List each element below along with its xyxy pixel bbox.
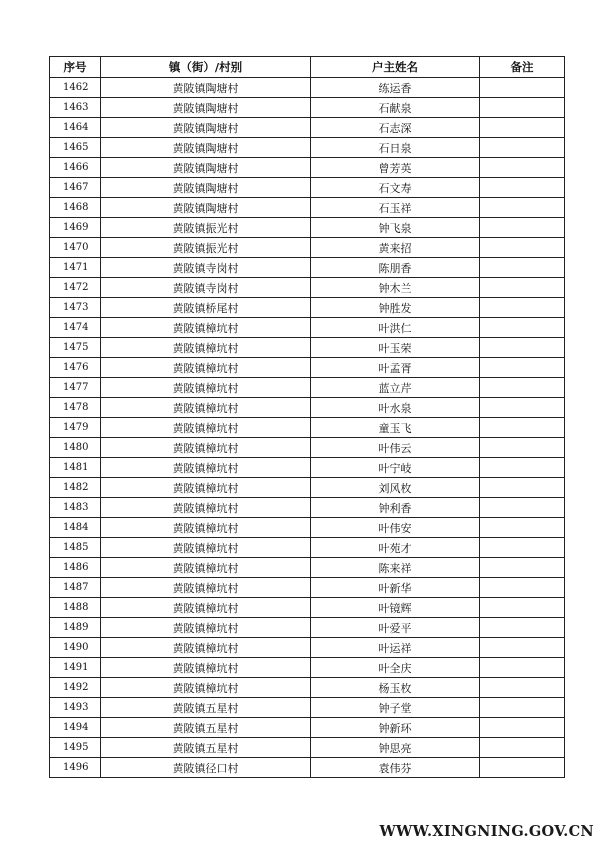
cell-seq: 1495 (50, 738, 101, 758)
cell-village: 黄陂镇振光村 (101, 218, 311, 238)
cell-village: 黄陂镇五星村 (101, 698, 311, 718)
cell-name: 叶全庆 (311, 658, 480, 678)
cell-seq: 1466 (50, 158, 101, 178)
cell-note (480, 278, 565, 298)
cell-seq: 1487 (50, 578, 101, 598)
cell-note (480, 558, 565, 578)
cell-name: 蓝立芹 (311, 378, 480, 398)
cell-name: 钟飞泉 (311, 218, 480, 238)
cell-note (480, 698, 565, 718)
table-row (50, 478, 565, 498)
cell-note (480, 578, 565, 598)
cell-village: 黄陂镇樟坑村 (101, 358, 311, 378)
cell-note (480, 518, 565, 538)
cell-name: 叶宁岐 (311, 458, 480, 478)
cell-note (480, 758, 565, 778)
cell-village: 黄陂镇樟坑村 (101, 418, 311, 438)
cell-name: 石献泉 (311, 98, 480, 118)
cell-name: 叶孟胥 (311, 358, 480, 378)
header-row (50, 57, 565, 78)
cell-village: 黄陂镇樟坑村 (101, 618, 311, 638)
cell-seq: 1488 (50, 598, 101, 618)
cell-village: 黄陂镇樟坑村 (101, 318, 311, 338)
table-row (50, 318, 565, 338)
table-row (50, 678, 565, 698)
cell-village: 黄陂镇樟坑村 (101, 498, 311, 518)
cell-village: 黄陂镇樟坑村 (101, 678, 311, 698)
table-row (50, 518, 565, 538)
cell-note (480, 118, 565, 138)
cell-seq: 1469 (50, 218, 101, 238)
cell-name: 叶镜辉 (311, 598, 480, 618)
table-row (50, 618, 565, 638)
header-village: 镇（街）/村别 (101, 57, 311, 78)
cell-name: 钟子堂 (311, 698, 480, 718)
cell-name: 钟胜发 (311, 298, 480, 318)
cell-name: 叶洪仁 (311, 318, 480, 338)
cell-name: 刘风枚 (311, 478, 480, 498)
cell-name: 叶玉荣 (311, 338, 480, 358)
cell-note (480, 198, 565, 218)
table-row (50, 658, 565, 678)
cell-note (480, 738, 565, 758)
cell-note (480, 158, 565, 178)
cell-seq: 1477 (50, 378, 101, 398)
cell-note (480, 418, 565, 438)
cell-note (480, 678, 565, 698)
table-row (50, 198, 565, 218)
cell-seq: 1471 (50, 258, 101, 278)
cell-note (480, 318, 565, 338)
table-row (50, 158, 565, 178)
cell-seq: 1467 (50, 178, 101, 198)
cell-seq: 1491 (50, 658, 101, 678)
header-note: 备注 (480, 57, 565, 78)
cell-name: 叶伟安 (311, 518, 480, 538)
cell-name: 曾芳英 (311, 158, 480, 178)
table-row (50, 598, 565, 618)
table-row (50, 758, 565, 778)
cell-seq: 1494 (50, 718, 101, 738)
cell-seq: 1468 (50, 198, 101, 218)
cell-village: 黄陂镇振光村 (101, 238, 311, 258)
cell-name: 石志深 (311, 118, 480, 138)
table-row (50, 178, 565, 198)
cell-seq: 1482 (50, 478, 101, 498)
cell-name: 黄来招 (311, 238, 480, 258)
cell-note (480, 258, 565, 278)
cell-note (480, 478, 565, 498)
cell-seq: 1470 (50, 238, 101, 258)
cell-note (480, 618, 565, 638)
cell-note (480, 358, 565, 378)
cell-village: 黄陂镇五星村 (101, 718, 311, 738)
cell-name: 陈来祥 (311, 558, 480, 578)
cell-note (480, 398, 565, 418)
cell-seq: 1486 (50, 558, 101, 578)
table-row (50, 298, 565, 318)
cell-village: 黄陂镇樟坑村 (101, 398, 311, 418)
cell-village: 黄陂镇陶塘村 (101, 158, 311, 178)
table-row (50, 338, 565, 358)
cell-note (480, 378, 565, 398)
cell-village: 黄陂镇樟坑村 (101, 458, 311, 478)
cell-village: 黄陂镇陶塘村 (101, 198, 311, 218)
cell-village: 黄陂镇寺岗村 (101, 258, 311, 278)
cell-note (480, 498, 565, 518)
cell-seq: 1490 (50, 638, 101, 658)
table-row (50, 738, 565, 758)
table-row (50, 98, 565, 118)
cell-village: 黄陂镇寺岗村 (101, 278, 311, 298)
table-row (50, 638, 565, 658)
cell-note (480, 338, 565, 358)
table-row (50, 418, 565, 438)
cell-name: 石日泉 (311, 138, 480, 158)
cell-seq: 1462 (50, 78, 101, 98)
cell-note (480, 458, 565, 478)
cell-name: 叶苑才 (311, 538, 480, 558)
cell-seq: 1478 (50, 398, 101, 418)
cell-name: 钟木兰 (311, 278, 480, 298)
cell-name: 石玉祥 (311, 198, 480, 218)
table-row (50, 278, 565, 298)
header-name: 户主姓名 (311, 57, 480, 78)
cell-seq: 1464 (50, 118, 101, 138)
site-watermark: WWW.XINGNING.GOV.CN (379, 823, 594, 840)
cell-name: 叶新华 (311, 578, 480, 598)
cell-seq: 1474 (50, 318, 101, 338)
cell-seq: 1483 (50, 498, 101, 518)
cell-note (480, 138, 565, 158)
table-row (50, 438, 565, 458)
cell-note (480, 658, 565, 678)
cell-name: 杨玉枚 (311, 678, 480, 698)
cell-seq: 1496 (50, 758, 101, 778)
cell-note (480, 218, 565, 238)
cell-note (480, 638, 565, 658)
table-row (50, 258, 565, 278)
cell-village: 黄陂镇径口村 (101, 758, 311, 778)
table-row (50, 358, 565, 378)
cell-seq: 1484 (50, 518, 101, 538)
cell-village: 黄陂镇樟坑村 (101, 638, 311, 658)
cell-note (480, 538, 565, 558)
cell-seq: 1463 (50, 98, 101, 118)
header-seq: 序号 (50, 57, 101, 78)
cell-seq: 1479 (50, 418, 101, 438)
table-row (50, 138, 565, 158)
cell-seq: 1473 (50, 298, 101, 318)
cell-village: 黄陂镇陶塘村 (101, 138, 311, 158)
cell-village: 黄陂镇樟坑村 (101, 538, 311, 558)
cell-seq: 1492 (50, 678, 101, 698)
cell-name: 叶伟云 (311, 438, 480, 458)
cell-village: 黄陂镇樟坑村 (101, 478, 311, 498)
table-row (50, 498, 565, 518)
cell-name: 石文寿 (311, 178, 480, 198)
cell-village: 黄陂镇樟坑村 (101, 558, 311, 578)
cell-village: 黄陂镇陶塘村 (101, 98, 311, 118)
cell-village: 黄陂镇桥尾村 (101, 298, 311, 318)
cell-village: 黄陂镇陶塘村 (101, 118, 311, 138)
cell-name: 袁伟芬 (311, 758, 480, 778)
cell-note (480, 178, 565, 198)
cell-village: 黄陂镇樟坑村 (101, 378, 311, 398)
cell-seq: 1465 (50, 138, 101, 158)
cell-note (480, 98, 565, 118)
cell-village: 黄陂镇樟坑村 (101, 598, 311, 618)
cell-note (480, 78, 565, 98)
cell-village: 黄陂镇樟坑村 (101, 578, 311, 598)
cell-seq: 1475 (50, 338, 101, 358)
table-row (50, 698, 565, 718)
cell-name: 叶运祥 (311, 638, 480, 658)
table-row (50, 538, 565, 558)
cell-seq: 1481 (50, 458, 101, 478)
cell-seq: 1476 (50, 358, 101, 378)
cell-note (480, 438, 565, 458)
cell-village: 黄陂镇樟坑村 (101, 438, 311, 458)
cell-name: 钟新环 (311, 718, 480, 738)
cell-name: 钟思亮 (311, 738, 480, 758)
table-row (50, 458, 565, 478)
table-row (50, 118, 565, 138)
cell-note (480, 298, 565, 318)
cell-village: 黄陂镇陶塘村 (101, 178, 311, 198)
cell-village: 黄陂镇樟坑村 (101, 658, 311, 678)
table-row (50, 558, 565, 578)
cell-name: 叶爱平 (311, 618, 480, 638)
table-row (50, 218, 565, 238)
cell-village: 黄陂镇陶塘村 (101, 78, 311, 98)
table-row (50, 78, 565, 98)
cell-note (480, 718, 565, 738)
cell-seq: 1485 (50, 538, 101, 558)
cell-name: 练运香 (311, 78, 480, 98)
cell-name: 陈朋香 (311, 258, 480, 278)
cell-seq: 1480 (50, 438, 101, 458)
cell-note (480, 238, 565, 258)
cell-name: 钟利香 (311, 498, 480, 518)
roster-table (49, 56, 565, 778)
cell-village: 黄陂镇樟坑村 (101, 518, 311, 538)
table-row (50, 578, 565, 598)
cell-note (480, 598, 565, 618)
cell-village: 黄陂镇五星村 (101, 738, 311, 758)
table-row (50, 378, 565, 398)
table-row (50, 718, 565, 738)
cell-seq: 1472 (50, 278, 101, 298)
roster-body (50, 78, 565, 778)
cell-name: 叶水泉 (311, 398, 480, 418)
cell-village: 黄陂镇樟坑村 (101, 338, 311, 358)
table-row (50, 238, 565, 258)
table-row (50, 398, 565, 418)
cell-seq: 1489 (50, 618, 101, 638)
cell-seq: 1493 (50, 698, 101, 718)
cell-name: 童玉飞 (311, 418, 480, 438)
